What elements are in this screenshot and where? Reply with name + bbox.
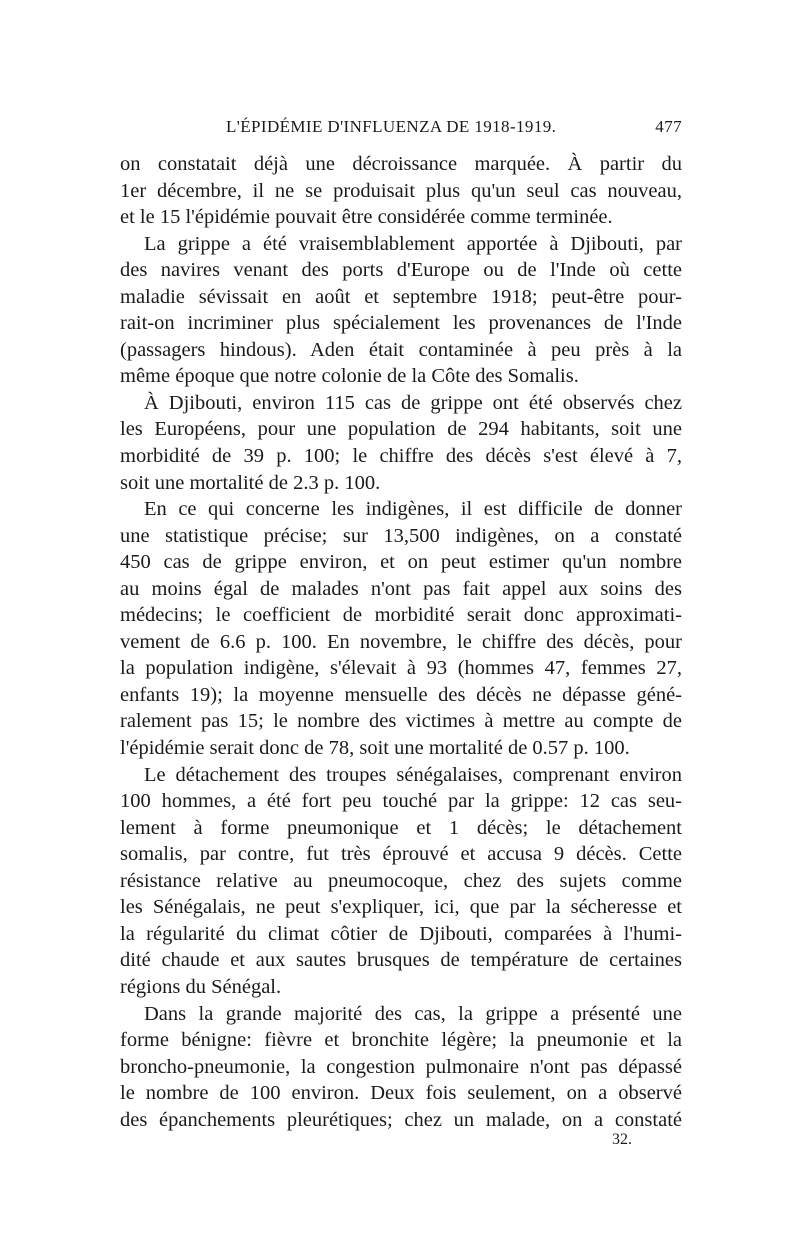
text-line: au moins égal de malades n'ont pas fait appel aux soins des [120,577,682,600]
text-line: la régularité du climat côtier de Djibouti, comparées à l'humi- [120,922,682,945]
text-line: À Djibouti, environ 115 cas de grippe ont été observés chez [144,391,682,414]
text-line: résistance relative au pneumocoque, chez des sujets comme [120,869,682,892]
text-line: morbidité de 39 p. 100; le chiffre des décès s'est élevé à 7, [120,445,682,468]
text-line: des épanchements pleurétiques; chez un malade, on a constaté [120,1108,682,1131]
text-line: (passagers hindous). Aden était contaminée à peu près à la [120,338,682,361]
text-line: les Européens, pour une population de 294 habitants, soit une [120,418,682,441]
text-line: 1er décembre, il ne se produisait plus qu'un seul cas nouveau, [120,179,682,202]
paragraph [120,496,682,761]
paragraph [120,231,682,390]
text-line: enfants 19); la moyenne mensuelle des décès ne dépasse géné- [120,683,682,706]
running-head [120,117,682,141]
paragraph [120,762,682,1001]
running-title: L'ÉPIDÉMIE D'INFLUENZA DE 1918-1919. [226,117,557,136]
text-line: ralement pas 15; le nombre des victimes à mettre au compte de [120,710,682,733]
text-line: dité chaude et aux sautes brusques de température de certaines [120,949,682,972]
paragraph [120,1001,682,1134]
text-line: En ce qui concerne les indigènes, il est difficile de donner [144,498,682,521]
text-line: soit une mortalité de 2.3 p. 100. [120,471,381,494]
paragraph [120,390,682,496]
text-line: l'épidémie serait donc de 78, soit une mortalité de 0.57 p. 100. [120,737,630,760]
text-line: maladie sévissait en août et septembre 1918; peut-être pour- [120,285,682,308]
text-line: régions du Sénégal. [120,975,282,998]
text-line: 100 hommes, a été fort peu touché par la grippe: 12 cas seu- [120,790,682,813]
text-line: Le détachement des troupes sénégalaises, comprenant environ [144,763,682,786]
text-line: et le 15 l'épidémie pouvait être considérée comme terminée. [120,206,613,229]
text-line: rait-on incriminer plus spécialement les provenances de l'Inde [120,312,682,335]
text-line: la population indigène, s'élevait à 93 (hommes 47, femmes 27, [120,657,682,680]
text-line: 450 cas de grippe environ, et on peut estimer qu'un nombre [120,551,682,574]
text-line: lement à forme pneumonique et 1 décès; le détachement [120,816,682,839]
text-line: des navires venant des ports d'Europe ou de l'Inde où cette [120,259,682,282]
text-line: le nombre de 100 environ. Deux fois seulement, on a observé [120,1082,682,1105]
text-line: Dans la grande majorité des cas, la grippe a présenté une [144,1002,682,1025]
text-line: on constatait déjà une décroissance marquée. À partir du [120,153,682,175]
paragraph [120,151,682,231]
text-line: une statistique précise; sur 13,500 indigènes, on a constaté [120,524,682,547]
text-line: forme bénigne: fièvre et bronchite légère; la pneumonie et la [120,1029,682,1052]
page-number: 477 [655,117,682,136]
text-line: médecins; le coefficient de morbidité serait donc approximati- [120,604,682,627]
text-line: broncho-pneumonie, la congestion pulmonaire n'ont pas dépassé [120,1055,682,1078]
text-line: somalis, par contre, fut très éprouvé et accusa 9 décès. Cette [120,843,682,866]
text-line: La grippe a été vraisemblablement apportée à Djibouti, par [144,232,682,255]
text-line: les Sénégalais, ne peut s'expliquer, ici, que par la sécheresse et [120,896,682,919]
text-line: vement de 6.6 p. 100. En novembre, le chiffre des décès, pour [120,630,682,653]
body-text [120,151,682,1133]
text-line: même époque que notre colonie de la Côte des Somalis. [120,365,579,388]
signature-mark: 32. [612,1131,632,1148]
